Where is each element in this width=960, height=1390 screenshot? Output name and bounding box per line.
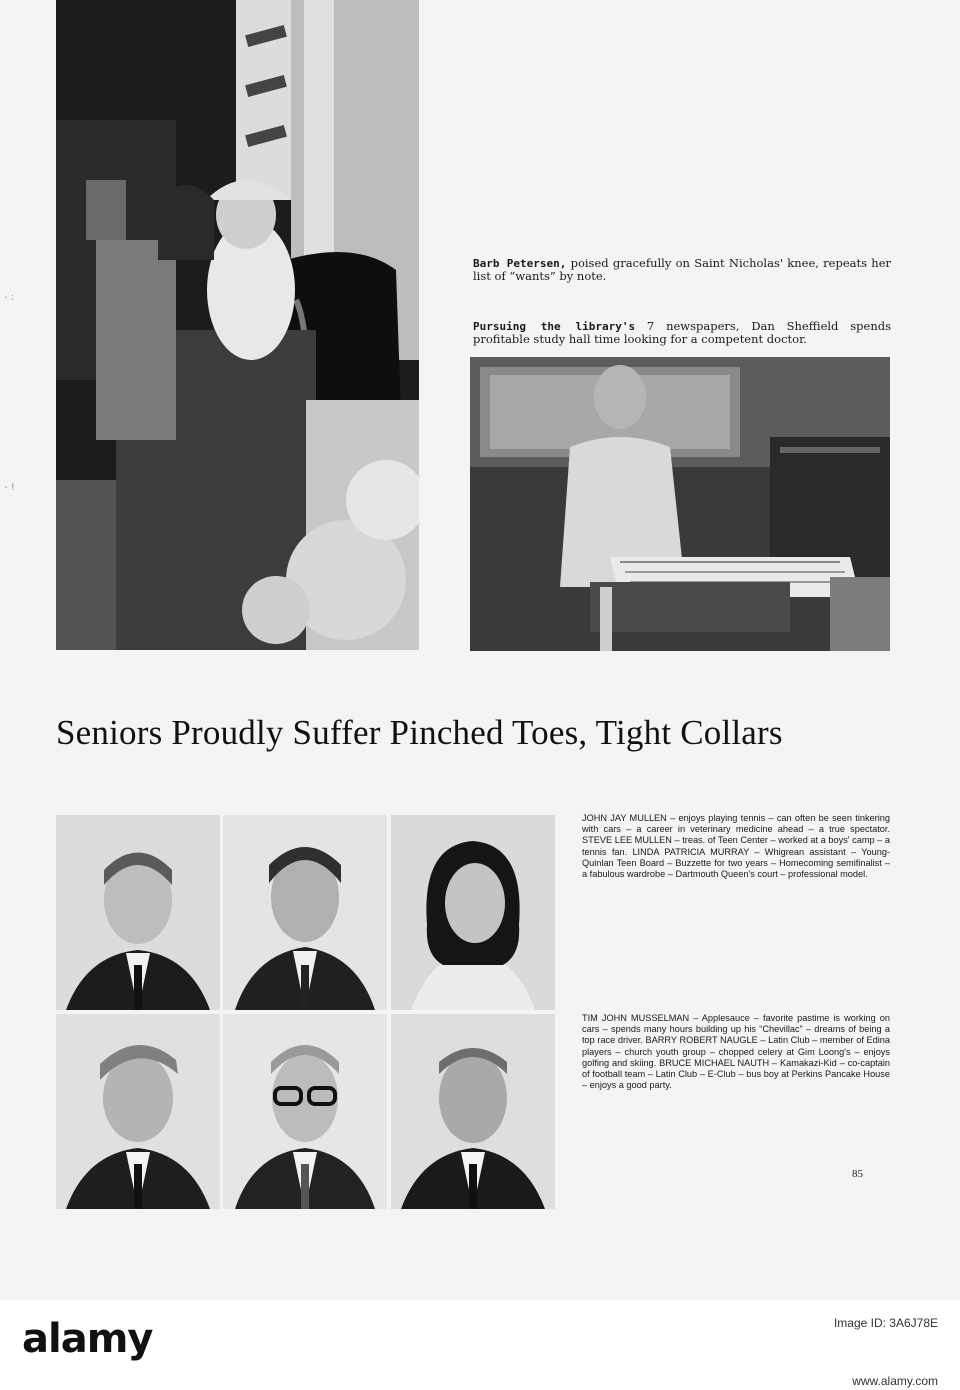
bio-top-row: JOHN JAY MULLEN – enjoys playing tennis – can often be seen tinkering with cars – a career in veterinary medicine ahead – a true spectator. STEVE LEE MULLEN – treas. of Teen Center – worked at a boys' camp – a tennis fan. LINDA PATRICIA MURRAY – Whigrean assistant – Young-Quinlan Teen Board – Buzzette for two years – Homecoming semifinalist – a fabulous wardrobe – Dartmouth Queen's court – professional model. — [582, 813, 890, 880]
caption-text: poised gracefully on Saint Nicholas' knee, repeats her list of “wants” by note. — [473, 256, 891, 283]
margin-mark: - : — [4, 292, 15, 303]
portrait-barry-robert-naugle — [223, 1014, 387, 1209]
caption-text: 7 newspapers, Dan Sheffield spends profitable study hall time looking for a competent doctor. — [473, 319, 892, 346]
santa-caption — [473, 257, 891, 283]
watermark-image-id: Image ID: 3A6J78E — [833, 1316, 938, 1330]
margin-mark: - ! — [4, 482, 15, 493]
page-headline: Seniors Proudly Suffer Pinched Toes, Tight Collars — [56, 713, 783, 752]
caption-lead: Pursuing the library's — [473, 320, 636, 333]
watermark-url: www.alamy.com — [852, 1374, 938, 1388]
portrait-john-jay-mullen — [56, 815, 220, 1010]
library-photo — [470, 357, 890, 651]
portrait-bruce-michael-nauth — [391, 1014, 555, 1209]
portrait-steve-lee-mullen — [223, 815, 387, 1010]
caption-lead: Barb Petersen, — [473, 257, 567, 270]
library-caption — [473, 320, 891, 346]
watermark-logo: alamy — [22, 1316, 153, 1362]
page-number: 85 — [852, 1168, 863, 1180]
portrait-linda-patricia-murray — [391, 815, 555, 1010]
portrait-tim-john-musselman — [56, 1014, 220, 1209]
watermark-info — [834, 1316, 938, 1388]
santa-photo — [56, 0, 419, 650]
bio-bottom-row: TIM JOHN MUSSELMAN – Applesauce – favorite pastime is working on cars – spends many hours building up his “Chevillac” – dreams of being a top race driver. BARRY ROBERT NAUGLE – Latin Club – member of Edina players – church youth group – chopped celery at Gim Loong's – enjoys golfing and skiing. BRUCE MICHAEL NAUTH – Kamakazi-Kid – co-captain of football team – Latin Club – E-Club – bus boy at Perkins Pancake House – enjoys a good party. — [582, 1013, 890, 1091]
